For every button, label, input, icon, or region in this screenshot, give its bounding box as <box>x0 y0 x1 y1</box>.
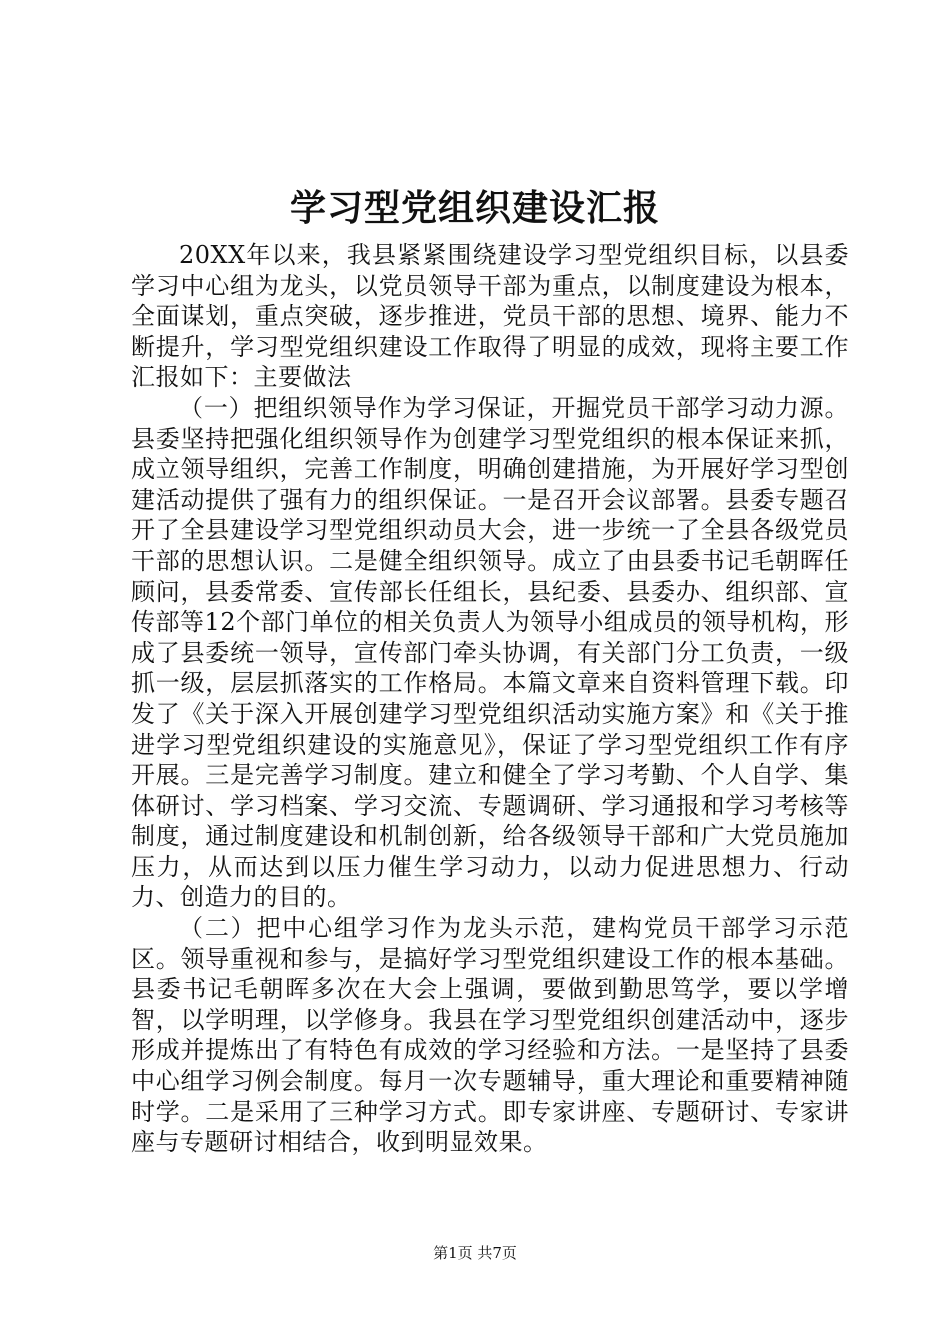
paragraph-section-2: （二）把中心组学习作为龙头示范，建构党员干部学习示范区。领导重视和参与，是搞好学习型党组织建设工作的根本基础。县委书记毛朝晖多次在大会上强调，要做到勤思笃学，要以学增智，以学明理，以学修身。我县在学习型党组织创建活动中，逐步形成并提炼出了有特色有成效的学习经验和方法。一是坚持了县委中心组学习例会制度。每月一次专题辅导，重大理论和重要精神随时学。二是采用了三种学习方式。即专家讲座、专题研讨、专家讲座与专题研讨相结合，收到明显效果。 <box>131 914 849 1157</box>
paragraph-intro: 20XX年以来，我县紧紧围绕建设学习型党组织目标，以县委学习中心组为龙头，以党员领导干部为重点，以制度建设为根本，全面谋划，重点突破，逐步推进，党员干部的思想、境界、能力不断提升，学习型党组织建设工作取得了明显的成效，现将主要工作汇报如下：主要做法 <box>131 241 849 392</box>
document-title: 学习型党组织建设汇报 <box>289 187 660 229</box>
page-footer: 第1页 共7页 <box>433 1244 517 1262</box>
document-body <box>131 240 849 1158</box>
paragraph-section-1: （一）把组织领导作为学习保证，开掘党员干部学习动力源。县委坚持把强化组织领导作为创建学习型党组织的根本保证来抓，成立领导组织，完善工作制度，明确创建措施，为开展好学习型创建活动提供了强有力的组织保证。一是召开会议部署。县委专题召开了全县建设学习型党组织动员大会，进一步统一了全县各级党员干部的思想认识。二是健全组织领导。成立了由县委书记毛朝晖任顾问，县委常委、宣传部长任组长，县纪委、县委办、组织部、宣传部等12个部门单位的相关负责人为领导小组成员的领导机构，形成了县委统一领导，宣传部门牵头协调，有关部门分工负责，一级抓一级，层层抓落实的工作格局。本篇文章来自资料管理下载。印发了《关于深入开展创建学习型党组织活动实施方案》和《关于推进学习型党组织建设的实施意见》，保证了学习型党组织工作有序开展。三是完善学习制度。建立和健全了学习考勤、个人自学、集体研讨、学习档案、学习交流、专题调研、学习通报和学习考核等制度，通过制度建设和机制创新，给各级领导干部和广大党员施加压力，从而达到以压力催生学习动力，以动力促进思想力、行动力、创造力的目的。 <box>131 393 849 912</box>
